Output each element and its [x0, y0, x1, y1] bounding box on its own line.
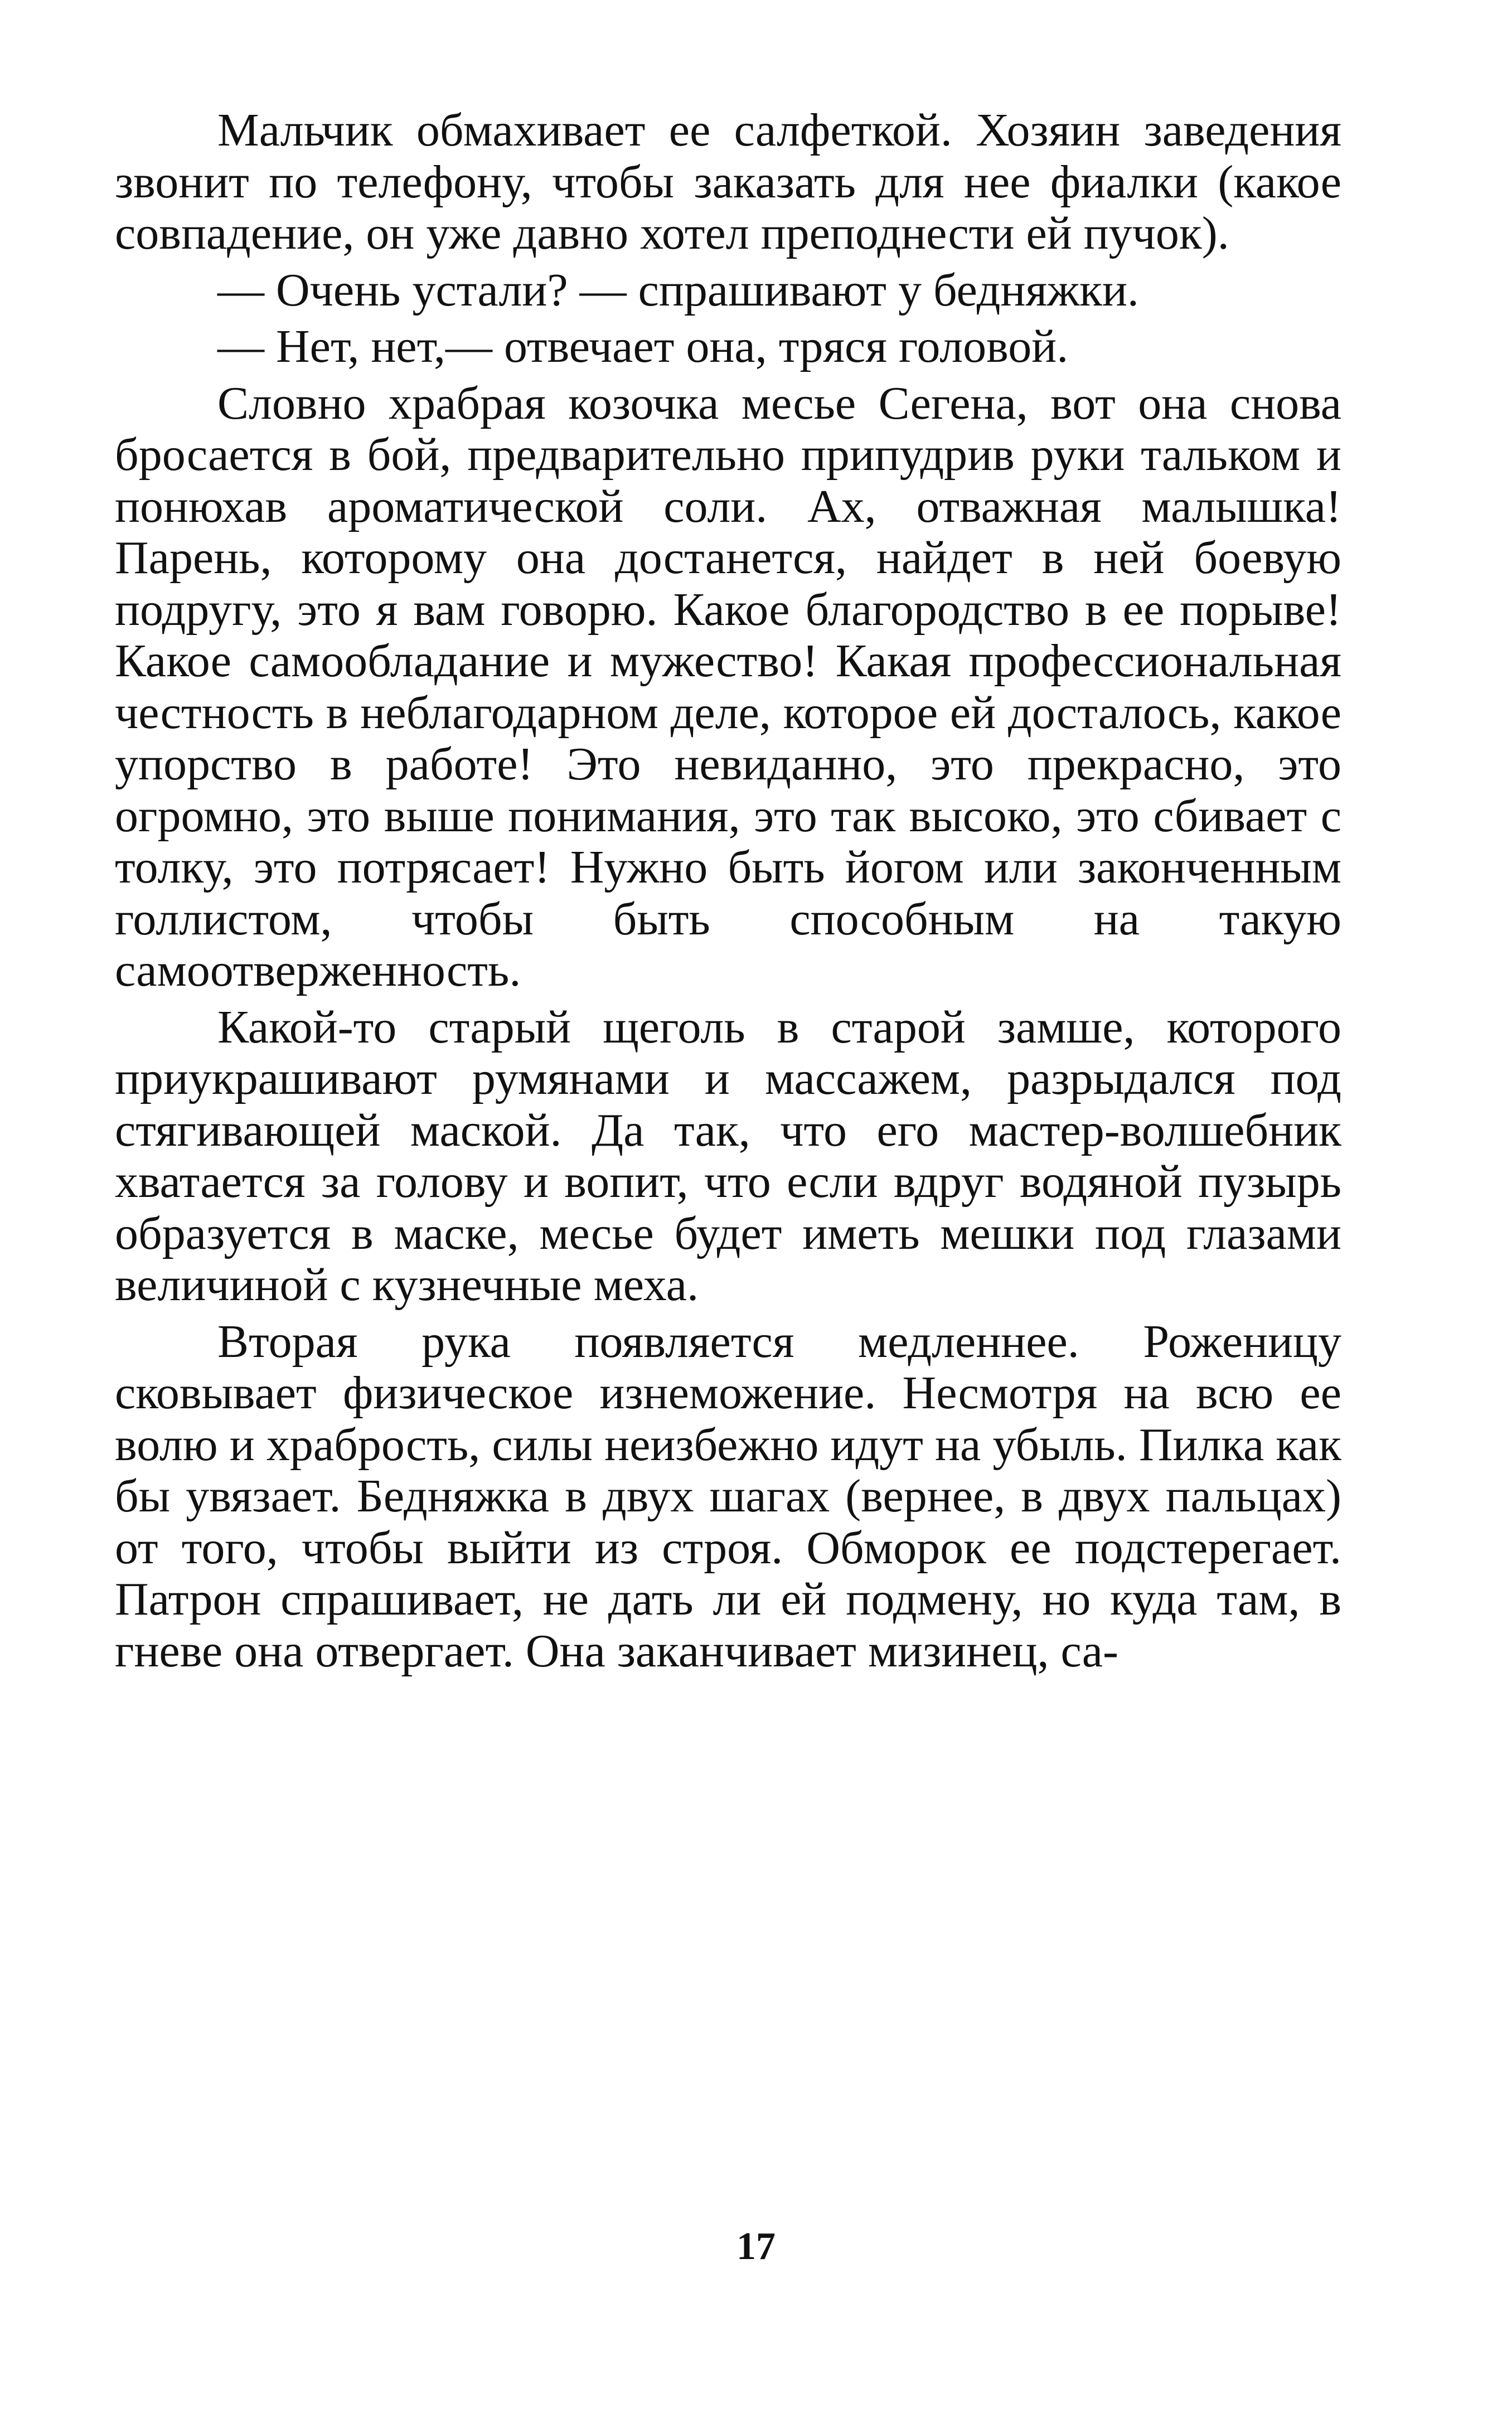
page-number: 17	[736, 2225, 776, 2268]
paragraph: Словно храбрая козочка месье Сегена, вот она снова бросается в бой, предварительно припудрив руки тальком и понюхав ароматической соли. Ах, отважная малышка! Парень, которому она достанется, найдет в ней боевую подругу, это я вам говорю. Какое благородство в ее порыве! Какое самообладание и мужество! Какая профессиональная честность в неблагодарном деле, которое ей досталось, какое упорство в работе! Это невиданно, это прекрасно, это огромно, это выше понимания, это так высоко, это сбивает с толку, это потрясает! Нужно быть йогом или законченным голлистом, чтобы быть способным на такую самоотверженность.	[115, 377, 1341, 996]
paragraph: Какой-то старый щеголь в старой замше, которого приукрашивают румянами и массажем, разрыдался под стягивающей маской. Да так, что его мастер-волшебник хватается за голову и вопит, что если вдруг водяной пузырь образуется в маске, месье будет иметь мешки под глазами величиной с кузнечные меха.	[115, 1001, 1341, 1311]
paragraph: Вторая рука появляется медленнее. Роженицу сковывает физическое изнеможение. Несмотря на всю ее волю и храбрость, силы неизбежно идут на убыль. Пилка как бы увязает. Бедняжка в двух шагах (вернее, в двух пальцах) от того, чтобы выйти из строя. Обморок ее подстерегает. Патрон спрашивает, не дать ли ей подмену, но куда там, в гневе она отвергает. Она заканчивает мизинец, са-	[115, 1315, 1341, 1677]
paragraph: — Очень устали? — спрашивают у бедняжки.	[217, 264, 1139, 316]
body-text	[115, 105, 1341, 1682]
paragraph: Мальчик обмахивает ее салфеткой. Хозяин заведения звонит по телефону, чтобы заказать для нее фиалки (какое совпадение, он уже давно хотел преподнести ей пучок).	[115, 104, 1341, 259]
paragraph: — Нет, нет,— отвечает она, тряся головой.	[217, 321, 1069, 372]
